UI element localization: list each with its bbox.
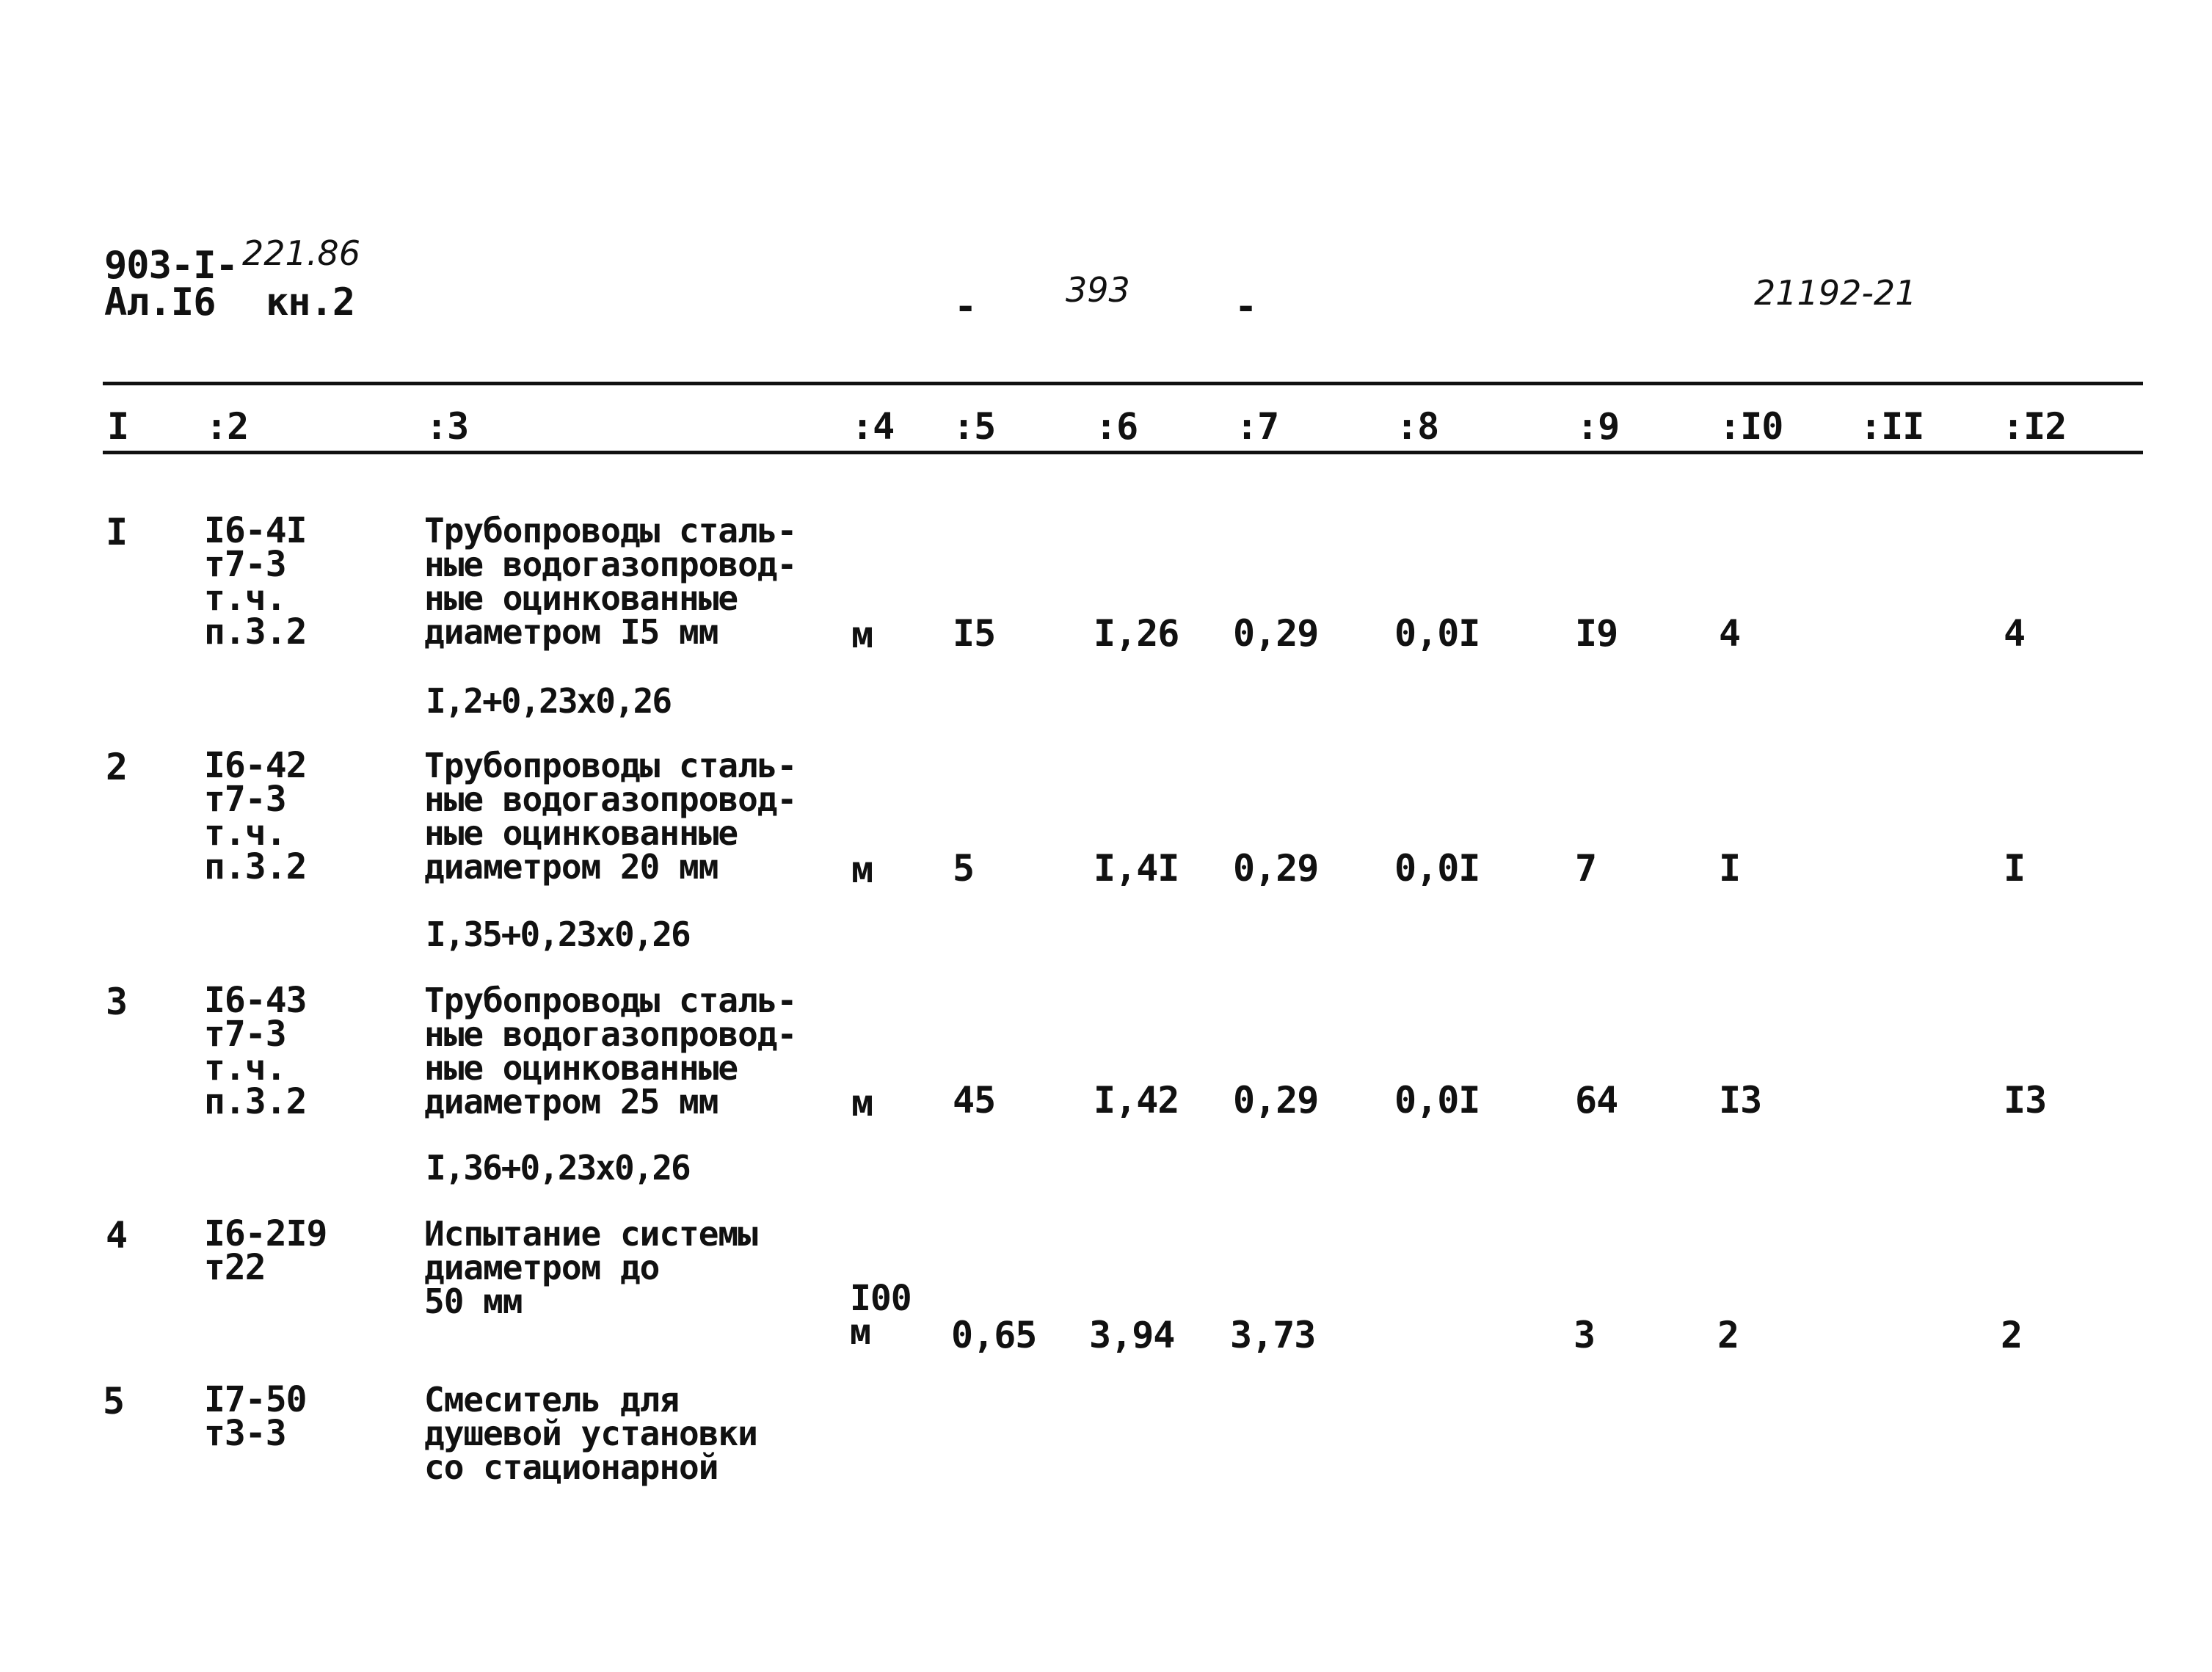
row-col7: 3,73: [1230, 1314, 1316, 1356]
row-col10: 4: [1719, 612, 1741, 655]
row-col6: I,26: [1094, 612, 1179, 655]
row-col9: 7: [1575, 847, 1597, 890]
column-header-10: :I0: [1719, 405, 1783, 448]
column-header-6: :6: [1095, 405, 1138, 448]
top-rule: [103, 382, 2143, 385]
row-unit: I00 м: [850, 1278, 912, 1353]
row-col5: 0,65: [951, 1314, 1037, 1356]
book-label: кн.2: [266, 280, 355, 324]
column-header-12: :I2: [2002, 405, 2067, 448]
row-number: 5: [103, 1380, 125, 1422]
doc-prefix: 903-I-: [104, 244, 238, 288]
column-header-5: :5: [953, 405, 996, 448]
code-handwritten: 21192-21: [1754, 273, 1917, 313]
row-col8: 0,0I: [1394, 847, 1480, 890]
dash-right: -: [1234, 285, 1257, 329]
row-col12: 4: [2004, 612, 2026, 655]
doc-number-handwritten: 221.86: [242, 233, 360, 273]
page-number-handwritten: 393: [1066, 270, 1130, 310]
row-description: Испытание системы диаметром до 50 мм: [424, 1214, 757, 1321]
row-number: 4: [106, 1214, 128, 1257]
row-col6: 3,94: [1089, 1314, 1175, 1356]
row-code: I6-42 т7-3 т.ч. п.3.2: [204, 745, 307, 887]
row-code: I7-50 т3-3: [204, 1379, 307, 1454]
row-col5: 45: [953, 1079, 996, 1122]
row-description: Смеситель для душевой установки со стационарной: [424, 1380, 757, 1487]
row-code: I6-2I9 т22: [204, 1213, 327, 1288]
row-code: I6-4I т7-3 т.ч. п.3.2: [204, 510, 307, 653]
row-col9: I9: [1575, 612, 1618, 655]
header-bottom-rule: [103, 451, 2143, 454]
row-number: I: [106, 511, 128, 553]
sheet-label: Ал.I6: [104, 280, 216, 324]
row-number: 3: [106, 981, 128, 1023]
row-formula: I,2+0,23x0,26: [426, 681, 672, 721]
row-description: Трубопроводы сталь- ные водогазопровод- ные оцинкованные диаметром 20 мм: [424, 746, 797, 887]
row-col10: 2: [1717, 1314, 1739, 1356]
row-description: Трубопроводы сталь- ные водогазопровод- ные оцинкованные диаметром 25 мм: [424, 981, 797, 1122]
row-unit: м: [851, 614, 873, 656]
row-number: 2: [106, 746, 128, 788]
column-header-1: I: [107, 405, 129, 448]
column-header-3: :3: [426, 405, 469, 448]
row-col7: 0,29: [1233, 612, 1319, 655]
row-unit: м: [851, 848, 873, 891]
row-code: I6-43 т7-3 т.ч. п.3.2: [204, 980, 307, 1122]
row-col5: 5: [953, 847, 975, 890]
row-col8: 0,0I: [1394, 1079, 1480, 1122]
row-col9: 64: [1575, 1079, 1618, 1122]
row-col12: I3: [2004, 1079, 2047, 1122]
row-col6: I,42: [1094, 1079, 1179, 1122]
dash-left: -: [954, 285, 977, 329]
column-header-8: :8: [1396, 405, 1439, 448]
row-col10: I3: [1719, 1079, 1762, 1122]
column-header-7: :7: [1236, 405, 1279, 448]
row-col7: 0,29: [1233, 847, 1319, 890]
row-description: Трубопроводы сталь- ные водогазопровод- ные оцинкованные диаметром I5 мм: [424, 511, 797, 652]
row-formula: I,36+0,23x0,26: [426, 1148, 690, 1188]
row-col12: I: [2004, 847, 2026, 890]
row-col9: 3: [1573, 1314, 1596, 1356]
column-header-9: :9: [1576, 405, 1620, 448]
row-col7: 0,29: [1233, 1079, 1319, 1122]
column-header-11: :II: [1860, 405, 1924, 448]
row-col12: 2: [2001, 1314, 2023, 1356]
row-col5: I5: [953, 612, 996, 655]
row-formula: I,35+0,23x0,26: [426, 915, 690, 954]
column-header-4: :4: [851, 405, 895, 448]
row-col8: 0,0I: [1394, 612, 1480, 655]
row-unit: м: [851, 1082, 873, 1124]
row-col6: I,4I: [1094, 847, 1179, 890]
column-header-2: :2: [205, 405, 249, 448]
row-col10: I: [1719, 847, 1741, 890]
